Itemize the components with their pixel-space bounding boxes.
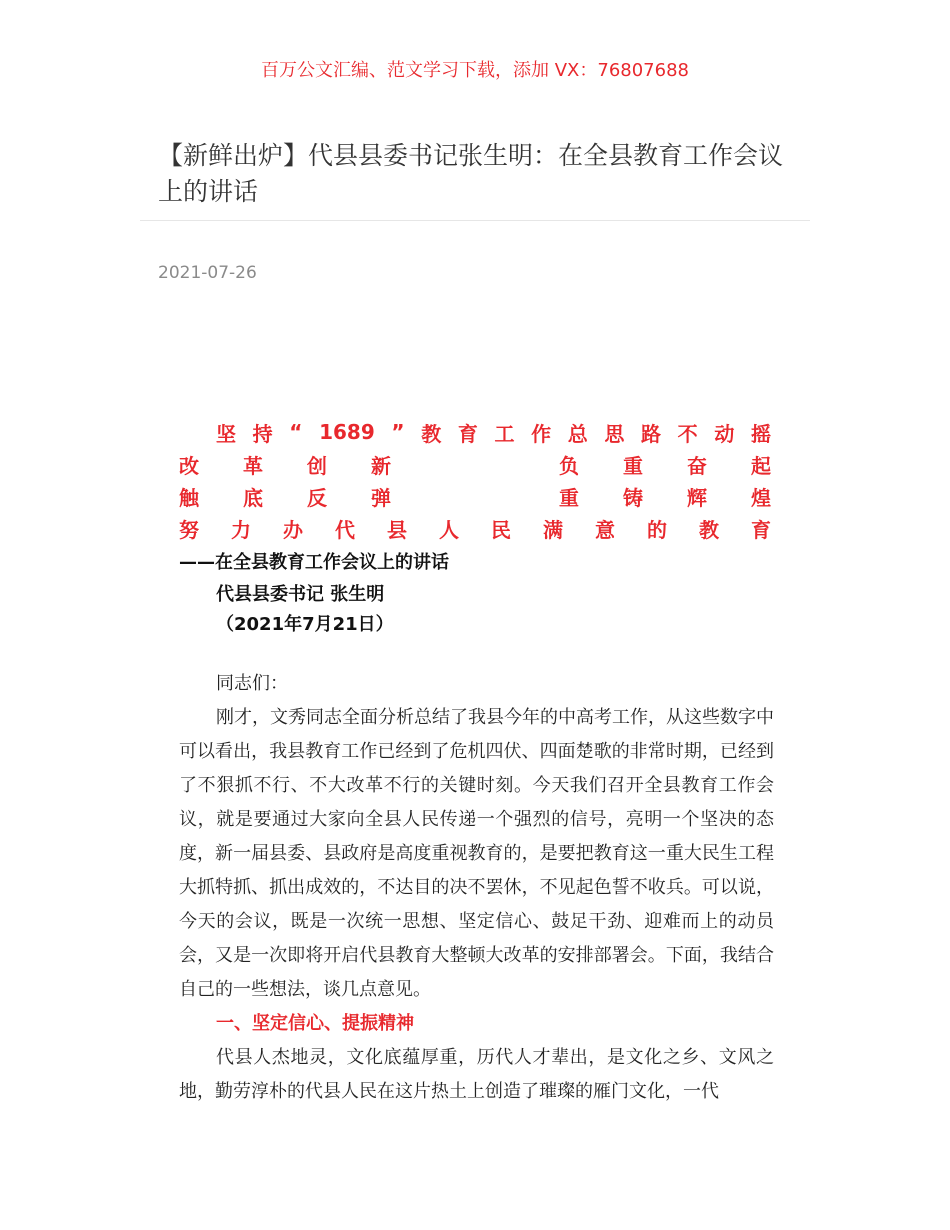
headline-char: 重 bbox=[559, 485, 579, 510]
headline-char: 底 bbox=[243, 485, 263, 510]
headline-char: 教 bbox=[421, 421, 442, 446]
headline-char: 思 bbox=[604, 421, 625, 446]
title-divider bbox=[140, 220, 810, 221]
headline-char: “ bbox=[289, 420, 303, 444]
headline-char: 作 bbox=[531, 421, 552, 446]
article-title: 【新鲜出炉】代县县委书记张生明：在全县教育工作会议上的讲话 bbox=[158, 141, 784, 206]
headline-char: 煌 bbox=[751, 485, 771, 510]
headline-char: 1689 bbox=[319, 420, 375, 444]
speaker-line: 代县县委书记 张生明 bbox=[216, 584, 385, 605]
headline-char: 铸 bbox=[623, 485, 643, 510]
section-heading: 一、坚定信心、提振精神 bbox=[216, 1013, 414, 1034]
headline-line-2 bbox=[179, 448, 771, 480]
headline-char: 改 bbox=[179, 453, 199, 478]
headline-char: 摇 bbox=[750, 421, 771, 446]
headline-char: 不 bbox=[677, 421, 698, 446]
headline-char: 奋 bbox=[687, 453, 707, 478]
publish-date: 2021-07-26 bbox=[158, 263, 257, 283]
paragraph: 代县人杰地灵，文化底蕴厚重，历代人才辈出，是文化之乡、文风之地，勤劳淳朴的代县人民在这片热土上创造了璀璨的雁门文化，一代 bbox=[179, 1047, 774, 1102]
headline-char: ” bbox=[391, 420, 405, 444]
headline-char: 触 bbox=[179, 485, 199, 510]
headline-char: 意 bbox=[595, 517, 615, 542]
headline-char: 办 bbox=[283, 517, 303, 542]
headline-char: 新 bbox=[371, 453, 391, 478]
headline-char: 工 bbox=[494, 421, 515, 446]
headline-char: 民 bbox=[491, 517, 511, 542]
headline-char: 坚 bbox=[216, 421, 236, 446]
promo-banner: 百万公文汇编、范文学习下载，添加 VX：76807688 bbox=[261, 60, 689, 81]
headline-char: 起 bbox=[751, 453, 771, 478]
headline-char: 持 bbox=[252, 421, 273, 446]
headline-char: 革 bbox=[243, 453, 263, 478]
headline-char: 育 bbox=[751, 517, 771, 542]
headline-char: 人 bbox=[439, 517, 459, 542]
headline-char: 负 bbox=[559, 453, 579, 478]
headline-char: 县 bbox=[387, 517, 407, 542]
headline-char: 代 bbox=[335, 517, 355, 542]
headline-char: 动 bbox=[714, 421, 735, 446]
headline-char: 总 bbox=[567, 421, 588, 446]
headline-char: 努 bbox=[179, 517, 199, 542]
headline-line-4 bbox=[179, 512, 771, 544]
headline-char: 满 bbox=[543, 517, 563, 542]
headline-char: 反 bbox=[307, 485, 327, 510]
speech-body bbox=[179, 667, 774, 1109]
headline-char: 路 bbox=[641, 421, 662, 446]
headline-char: 弹 bbox=[371, 485, 391, 510]
speech-subtitle: ——在全县教育工作会议上的讲话 bbox=[179, 552, 449, 573]
speech-date: （2021年7月21日） bbox=[216, 614, 394, 635]
headline-char: 重 bbox=[623, 453, 643, 478]
headline-char: 创 bbox=[307, 453, 327, 478]
headline-char: 的 bbox=[647, 517, 667, 542]
salutation: 同志们： bbox=[216, 673, 288, 694]
headline-char: 育 bbox=[457, 421, 478, 446]
headline-char: 力 bbox=[231, 517, 251, 542]
paragraph: 刚才，文秀同志全面分析总结了我县今年的中高考工作，从这些数字中可以看出，我县教育工作已经到了危机四伏、四面楚歌的非常时期，已经到了不狠抓不行、不大改革不行的关键时刻。今天我们召开全县教育工作会议，就是要通过大家向全县人民传递一个强烈的信号，亮明一个坚决的态度，新一届县委、县政府是高度重视教育的，是要把教育这一重大民生工程大抓特抓、抓出成效的，不达目的决不罢休，不见起色誓不收兵。可以说，今天的会议，既是一次统一思想、坚定信心、鼓足干劲、迎难而上的动员会，又是一次即将开启代县教育大整顿大改革的安排部署会。下面，我结合自己的一些想法，谈几点意见。 bbox=[179, 707, 774, 1000]
headline-line-1 bbox=[216, 416, 771, 448]
headline-char: 辉 bbox=[687, 485, 707, 510]
headline-line-3 bbox=[179, 480, 771, 512]
headline-char: 教 bbox=[699, 517, 719, 542]
